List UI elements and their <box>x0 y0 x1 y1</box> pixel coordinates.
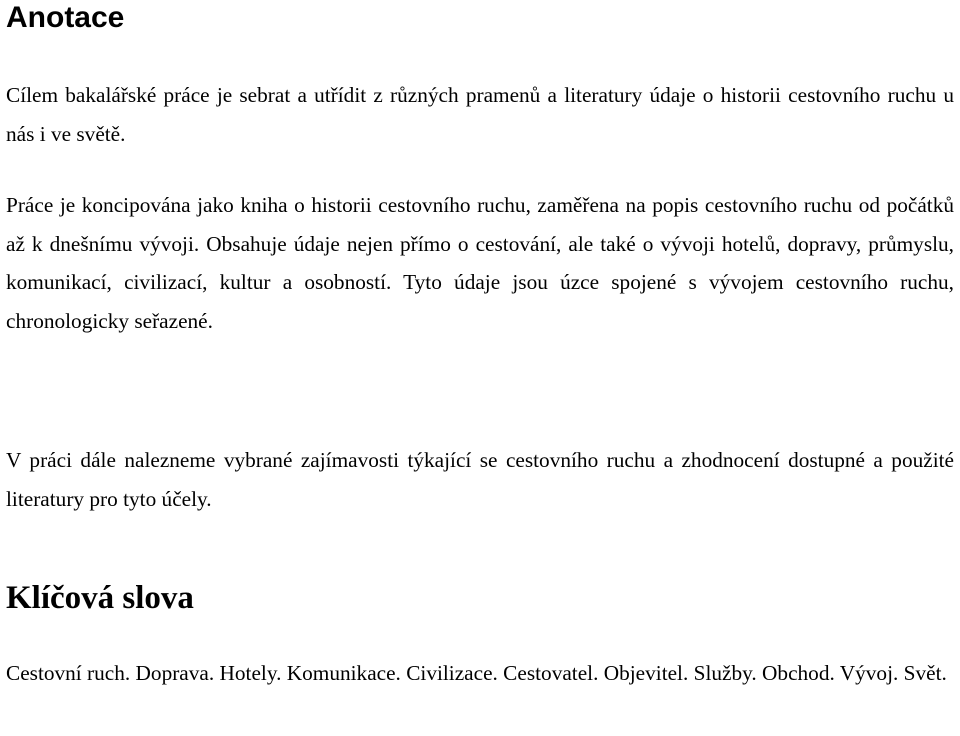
annotation-paragraph-3: V práci dále nalezneme vybrané zajímavosti týkající se cestovního ruchu a zhodnocení dostupné a použité literatury pro tyto účely. <box>6 448 954 511</box>
annotation-heading: Anotace <box>6 1 125 34</box>
annotation-paragraph-1: Cílem bakalářské práce je sebrat a utřídit z různých pramenů a literatury údaje o historii cestovního ruchu u nás i ve světě. <box>6 83 954 146</box>
keywords-heading: Klíčová slova <box>6 580 194 616</box>
keywords-text: Cestovní ruch. Doprava. Hotely. Komunikace. Civilizace. Cestovatel. Objevitel. Služby. Obchod. Vývoj. Svět. <box>6 661 947 685</box>
annotation-paragraph-2: Práce je koncipována jako kniha o historii cestovního ruchu, zaměřena na popis cestovního ruchu od počátků až k dnešnímu vývoji. Obsahuje údaje nejen přímo o cestování, ale také o vývoji hotelů, dopravy, průmyslu, komunikací, civilizací, kultur a osobností. Tyto údaje jsou úzce spojené s vývojem cestovního ruchu, chronologicky seřazené. <box>6 193 954 333</box>
